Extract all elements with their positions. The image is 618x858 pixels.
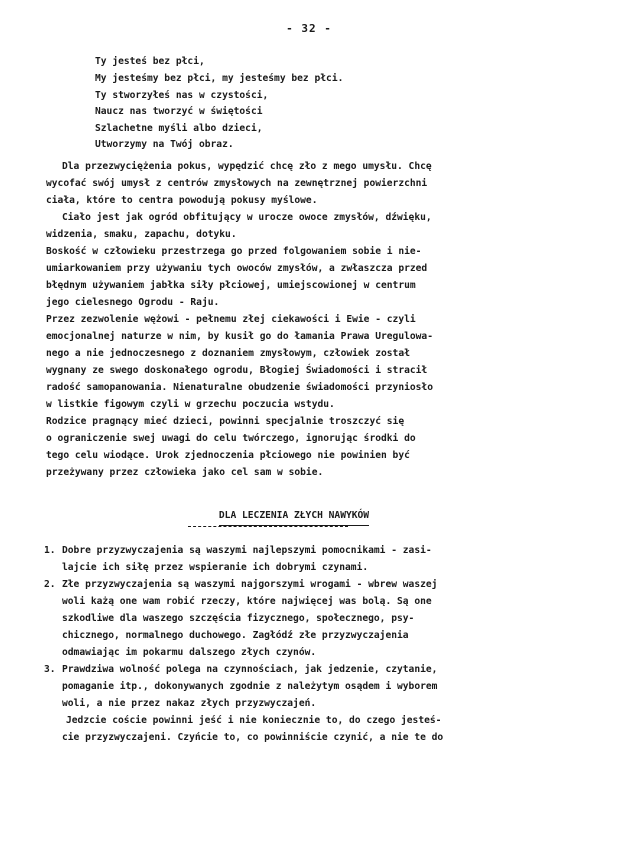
list-item-line: lajcie ich siłę przez wspieranie ich dobrymi czynami. [62,562,369,573]
list-item-line: woli każą one wam robić rzeczy, które najwięcej was bolą. Są one [62,596,432,607]
body-line: radość samopanowania. Nienaturalne obudzenie świadomości przyniosło [46,382,433,393]
page-number: - 32 - [286,22,332,35]
body-line: o ograniczenie swej uwagi do celu twórczego, ignorując środki do [46,433,416,444]
body-line: Przez zezwolenie wężowi - pełnemu złej ciekawości i Ewie - czyli [46,314,416,325]
section-heading-text: DLA LECZENIA ZŁYCH NAWYKÓW [219,509,369,526]
list-item-number: 3. [44,664,56,675]
poem-line: Naucz nas tworzyć w świętości [95,106,263,117]
body-line: widzenia, smaku, zapachu, dotyku. [46,229,237,240]
poem-line: Ty stworzyłeś nas w czystości, [95,90,269,101]
body-line: przeżywany przez człowieka jako cel sam w sobie. [46,467,324,478]
list-item-line: Prawdziwa wolność polega na czynnościach, jak jedzenie, czytanie, [62,664,438,675]
list-item-line: Złe przyzwyczajenia są waszymi najgorszymi wrogami - wbrew waszej [62,579,438,590]
body-line: umiarkowaniem przy używaniu tych owoców zmysłów, a zwłaszcza przed [46,263,428,274]
list-item-line: szkodliwe dla waszego szczęścia fizycznego, społecznego, psy- [62,613,415,624]
poem-line: Szlachetne myśli albo dzieci, [95,123,263,134]
body-line: emocjonalnej naturze w nim, by kusił go do łamania Prawa Uregulowa- [46,331,433,342]
list-item-number: 2. [44,579,56,590]
body-line: ciała, które to centra powodują pokusy myślowe. [46,195,318,206]
body-line: błędnym używaniem jabłka siły płciowej, umiejscowionej w centrum [46,280,416,291]
body-line: wycofać swój umysł z centrów zmysłowych na zewnętrznej powierzchni [46,178,428,189]
list-item-line: Jedzcie coście powinni jeść i nie koniecznie to, do czego jesteś- [66,715,442,726]
list-item-line: Dobre przyzwyczajenia są waszymi najlepszymi pomocnikami - zasi- [62,545,432,556]
body-line: nego a nie jednoczesnego z doznaniem zmysłowym, człowiek został [46,348,410,359]
section-heading [0,509,540,526]
body-line: w listkie figowym czyli w grzechu poczucia wstydu. [46,399,335,410]
list-item-number: 1. [44,545,56,556]
body-line: wygnany ze swego doskonałego ogrodu, Błogiej Świadomości i stracił [46,365,428,376]
list-item-line: pomaganie itp., dokonywanych zgodnie z należytym osądem i wyborem [62,681,438,692]
body-line: Rodzice pragnący mieć dzieci, powinni specjalnie troszczyć się [46,416,405,427]
poem-line: My jesteśmy bez płci, my jesteśmy bez płci. [95,73,344,84]
list-item-line: chicznego, normalnego duchowego. Zagłódź złe przyzwyczajenia [62,630,409,641]
heading-underline [188,526,348,527]
list-item-line: woli, a nie przez nakaz złych przyzwyczajeń. [62,698,317,709]
list-item-line: odmawiając im pokarmu dalszego złych czynów. [62,647,317,658]
poem-line: Utworzymy na Twój obraz. [95,139,234,150]
body-line: tego celu wiodące. Urok zjednoczenia płciowego nie powinien być [46,450,410,461]
body-line: Ciało jest jak ogród obfitujący w urocze owoce zmysłów, dźwięku, [62,212,432,223]
body-line: Dla przezwyciężenia pokus, wypędzić chcę zło z mego umysłu. Chcę [62,161,432,172]
poem-line: Ty jesteś bez płci, [95,56,205,67]
body-line: Boskość w człowieku przestrzega go przed folgowaniem sobie i nie- [46,246,422,257]
body-line: jego cielesnego Ogrodu - Raju. [46,297,220,308]
list-item-line: cie przyzwyczajeni. Czyńcie to, co powinniście czynić, a nie te do [62,732,444,743]
